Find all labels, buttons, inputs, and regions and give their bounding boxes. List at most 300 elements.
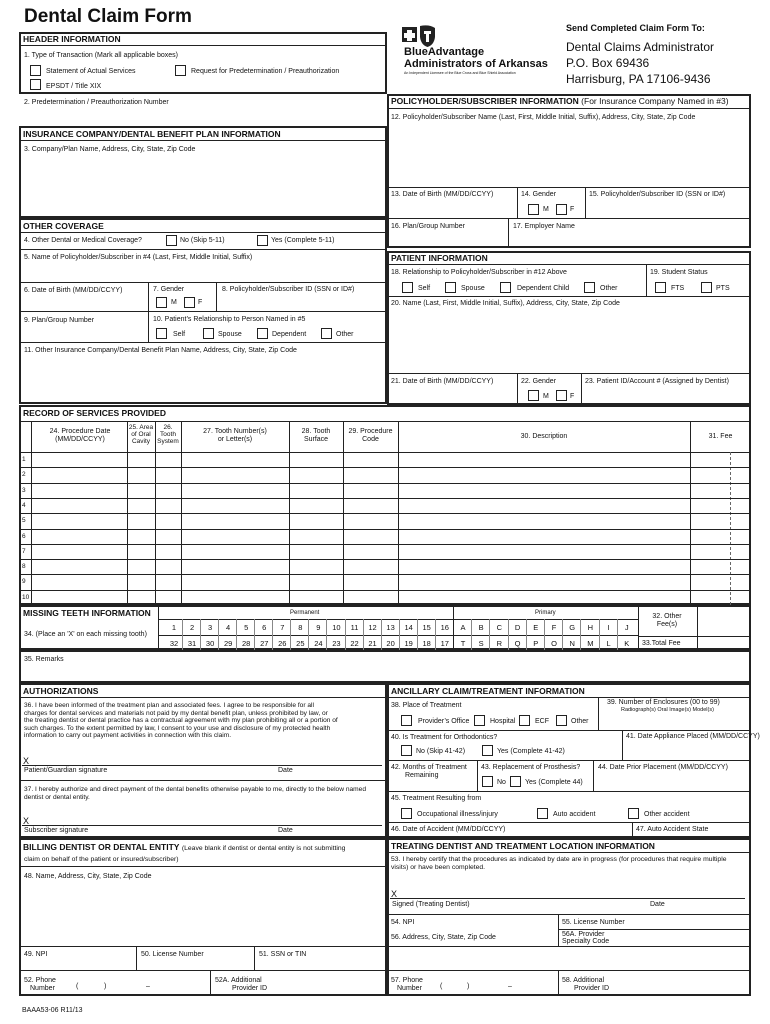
tooth-cell[interactable]: F — [551, 623, 557, 632]
divider — [638, 636, 751, 637]
f42a: 42. Months of Treatment — [391, 764, 467, 771]
field-42-label — [391, 764, 467, 779]
tooth-cell[interactable]: R — [496, 639, 503, 648]
field-33-label: 33.Total Fee — [642, 640, 681, 647]
divider — [387, 373, 751, 374]
divider — [622, 730, 623, 760]
tooth-sep — [599, 619, 600, 650]
f52b: Number — [30, 984, 55, 992]
tooth-sep — [617, 619, 618, 650]
field-6-label: 6. Date of Birth (MM/DD/CCYY) — [24, 287, 123, 294]
tooth-cell[interactable]: 17 — [440, 639, 449, 648]
f58b: Provider ID — [574, 984, 610, 992]
divider — [19, 452, 751, 453]
col-29: 29. Procedure — [348, 428, 393, 435]
field-16-label: 16. Plan/Group Number — [391, 223, 465, 230]
remarks-label: 35. Remarks — [24, 656, 64, 663]
tooth-cell[interactable]: 11 — [350, 623, 359, 632]
divider — [387, 970, 751, 971]
field-5-label: 5. Name of Policyholder/Subscriber in #4 (Last, First, Middle Initial, Suffix) — [24, 254, 253, 261]
checkbox-place-other[interactable] — [556, 715, 567, 726]
logo-text — [404, 47, 548, 70]
label-rel-other: Other — [336, 331, 354, 338]
checkbox-rel-dependent[interactable] — [257, 328, 268, 339]
col-25c: Cavity — [131, 438, 151, 446]
x-mark: X — [23, 756, 30, 766]
f52a3: Provider ID — [232, 984, 268, 992]
divider — [19, 282, 387, 283]
f57b: Number — [397, 984, 422, 992]
checkbox-other-no[interactable] — [166, 235, 177, 246]
row-line — [19, 590, 751, 591]
col-tooth-number — [181, 428, 289, 443]
policyholder-title — [391, 97, 729, 106]
tooth-sep — [182, 619, 183, 650]
field-54-label: 54. NPI — [391, 919, 415, 926]
tooth-cell[interactable]: B — [478, 623, 484, 632]
field-20-label: 20. Name (Last, First, Middle Initial, Suffix), Address, City, State, Zip Code — [391, 300, 620, 307]
tooth-cell[interactable]: 4 — [226, 623, 231, 632]
checkbox-prosth-yes[interactable] — [510, 776, 521, 787]
field-56a-label — [562, 931, 609, 945]
tooth-cell[interactable]: 3 — [208, 623, 213, 632]
tooth-cell[interactable]: H — [587, 623, 594, 632]
tooth-cell[interactable]: 14 — [404, 623, 413, 632]
tooth-cell[interactable]: 23 — [332, 639, 341, 648]
f53-2: visits) or have been completed. — [391, 864, 486, 872]
label-m: M — [543, 393, 549, 400]
tooth-sep — [200, 619, 201, 650]
field-44-label: 44. Date Prior Placement (MM/DD/CCYY) — [598, 764, 728, 771]
divider — [517, 373, 518, 405]
label-pts: PTS — [716, 285, 730, 292]
tooth-cell[interactable]: 7 — [280, 623, 285, 632]
checkbox-other-yes[interactable] — [257, 235, 268, 246]
field-47-label: 47. Auto Accident State — [636, 826, 709, 833]
tooth-sep — [544, 619, 545, 650]
tooth-cell[interactable]: D — [514, 623, 521, 632]
divider — [558, 970, 559, 996]
divider — [254, 946, 255, 970]
services-title: RECORD OF SERVICES PROVIDED — [23, 408, 166, 418]
label-ortho-no: No (Skip 41-42) — [416, 748, 466, 755]
label-provider-office: Provider’s Office — [418, 718, 470, 725]
tooth-cell[interactable]: 24 — [314, 639, 323, 648]
tooth-cell[interactable]: 29 — [223, 639, 233, 648]
field-11-label: 11. Other Insurance Company/Dental Benefit Plan Name, Address, City, State, Zip Code — [24, 347, 297, 354]
form-title: Dental Claim Form — [24, 6, 192, 27]
field-51-label: 51. SSN or TIN — [259, 951, 307, 958]
field-1-label: 1. Type of Transaction (Mark all applicable boxes) — [24, 52, 178, 59]
auth-37-text — [24, 786, 366, 802]
divider — [387, 946, 751, 947]
label-predetermination: Request for Predetermination / Preauthorization — [191, 68, 340, 75]
col-fee: 31. Fee — [708, 433, 733, 440]
field-56-label: 56. Address, City, State, Zip Code — [391, 934, 496, 941]
tooth-cell[interactable]: K — [624, 639, 630, 648]
tooth-cell[interactable]: N — [569, 639, 575, 648]
tooth-sep — [218, 619, 219, 650]
divider — [387, 187, 751, 188]
checkbox-epsdt[interactable] — [30, 79, 41, 90]
tooth-cell[interactable]: 28 — [242, 639, 251, 648]
divider — [387, 108, 751, 109]
label-auto-accident: Auto accident — [553, 811, 596, 818]
tooth-cell[interactable]: M — [587, 639, 594, 648]
tooth-sep — [508, 619, 509, 650]
tooth-cell[interactable]: P — [533, 639, 539, 648]
policyholder-title-text: POLICYHOLDER/SUBSCRIBER INFORMATION — [391, 96, 579, 106]
field-14-label: 14. Gender — [521, 191, 557, 198]
tooth-cell[interactable]: C — [496, 623, 503, 632]
field-12-label: 12. Policyholder/Subscriber Name (Last, First, Middle Initial, Suffix), Address, City, State, Zip Code — [391, 114, 696, 121]
tooth-cell[interactable]: Q — [514, 639, 521, 648]
send-to-line2: P.O. Box 69436 — [566, 56, 650, 71]
logo-name1: BlueAdvantage — [404, 46, 485, 58]
tooth-cell[interactable]: 8 — [298, 623, 303, 632]
paren-right: ) — [104, 983, 107, 990]
checkbox-other-gender-f[interactable] — [184, 297, 195, 308]
checkbox-pat-self[interactable] — [402, 282, 413, 293]
divider — [19, 697, 387, 698]
label-other-accident: Other accident — [644, 811, 690, 818]
divider — [558, 929, 751, 930]
tooth-cell[interactable]: L — [606, 639, 611, 648]
ancillary-title: ANCILLARY CLAIM/TREATMENT INFORMATION — [391, 686, 585, 696]
col-27: 27. Tooth Number(s) — [203, 428, 267, 435]
auth-36-text — [24, 702, 338, 740]
label-place-other: Other — [571, 718, 589, 725]
tooth-cell[interactable]: 18 — [422, 639, 431, 648]
label-f: F — [198, 299, 203, 306]
insurance-title: INSURANCE COMPANY/DENTAL BENEFIT PLAN INFORMATION — [23, 129, 281, 139]
f42b: Remaining — [405, 771, 439, 779]
send-to-line1: Dental Claims Administrator — [566, 40, 715, 54]
field-22-label: 22. Gender — [521, 378, 557, 385]
checkbox-ortho-yes[interactable] — [482, 745, 493, 756]
divider — [19, 342, 387, 343]
field-4-label: 4. Other Dental or Medical Coverage? — [24, 237, 142, 244]
label-occupational: Occupational illness/injury — [417, 811, 498, 818]
divider — [148, 282, 149, 311]
label-hospital: Hospital — [490, 718, 516, 725]
tooth-sep — [562, 619, 563, 650]
divider — [19, 232, 387, 233]
f32a: 32. Other — [652, 613, 682, 620]
signature-line[interactable] — [22, 765, 382, 766]
field-40-label: 40. Is Treatment for Orthodontics? — [391, 734, 498, 741]
field-17-label: 17. Employer Name — [513, 223, 575, 230]
divider — [632, 822, 633, 838]
tooth-sep — [363, 619, 364, 650]
field-23-label: 23. Patient ID/Account # (Assigned by Dentist) — [585, 378, 729, 385]
permanent-label: Permanent — [290, 610, 320, 616]
auth-36-1: 36. I have been informed of the treatment plan and associated fees. I agree to be responsible for all — [24, 702, 314, 709]
label-f: F — [570, 393, 575, 400]
x-mark: X — [391, 889, 398, 899]
col-28b: Surface — [303, 435, 329, 443]
checkbox-pat-dependent[interactable] — [500, 282, 511, 293]
col-26c: System — [157, 438, 179, 446]
divider — [598, 697, 599, 730]
divider — [387, 296, 751, 297]
divider — [558, 914, 559, 946]
divider — [517, 187, 518, 218]
field-57-label — [391, 977, 423, 992]
tooth-cell[interactable]: S — [478, 639, 484, 648]
f56a2: Specialty Code — [562, 938, 610, 945]
label-pat-spouse: Spouse — [461, 285, 485, 292]
tooth-cell[interactable]: 26 — [278, 639, 287, 648]
divider — [387, 791, 751, 792]
row-number: 1 — [22, 456, 26, 463]
divider — [387, 852, 751, 853]
tooth-sep — [381, 619, 382, 650]
tooth-cell[interactable]: T — [460, 639, 466, 648]
checkbox-actual-services[interactable] — [30, 65, 41, 76]
row-number: 5 — [22, 517, 26, 525]
date-label: Date — [278, 827, 293, 834]
policyholder-title-note: (For Insurance Company Named in #3) — [581, 96, 729, 106]
divider — [19, 311, 387, 312]
tooth-cell[interactable]: 15 — [422, 623, 431, 632]
send-to-label: Send Completed Claim Form To: — [566, 23, 705, 33]
label-ecf: ECF — [535, 718, 549, 725]
f32b: Fee(s) — [656, 620, 678, 628]
field-49-label: 49. NPI — [24, 951, 48, 958]
tooth-cell[interactable]: O — [551, 639, 557, 648]
col-28: 28. Tooth — [301, 428, 331, 435]
primary-label: Primary — [535, 610, 556, 616]
f56a1: 56A. Provider — [562, 931, 605, 938]
checkbox-rel-spouse[interactable] — [203, 328, 214, 339]
field-41-label: 41. Date Appliance Placed (MM/DD/CCYY) — [626, 733, 760, 740]
label-pat-self: Self — [418, 285, 431, 292]
patient-title: PATIENT INFORMATION — [391, 253, 488, 263]
bcbs-logo-icon — [401, 24, 437, 48]
checkbox-pat-gender-f[interactable] — [556, 390, 567, 401]
tooth-sep — [236, 619, 237, 650]
checkbox-provider-office[interactable] — [401, 715, 412, 726]
divider — [19, 421, 751, 422]
field-43-label: 43. Replacement of Prosthesis? — [481, 764, 581, 771]
divider — [387, 264, 751, 265]
row-line — [19, 483, 751, 484]
field-39-label: 39. Number of Enclosures (00 to 99) — [607, 699, 720, 706]
field-21-label: 21. Date of Birth (MM/DD/CCYY) — [391, 378, 494, 385]
label-m: M — [171, 299, 177, 306]
tooth-cell[interactable]: 20 — [386, 639, 395, 648]
checkbox-pat-other[interactable] — [584, 282, 595, 293]
tooth-cell[interactable]: 5 — [244, 623, 249, 632]
checkbox-auto-accident[interactable] — [537, 808, 548, 819]
row-number: 2 — [22, 471, 26, 479]
f52a2: 52A. Additional — [215, 977, 262, 984]
billing-note: (Leave blank if dentist or dental entity is not submitting — [181, 845, 346, 852]
tooth-cell[interactable]: 9 — [316, 623, 321, 632]
tooth-cell[interactable]: 30 — [205, 639, 215, 648]
label-fts: FTS — [671, 285, 685, 292]
tooth-cell[interactable]: 13 — [386, 623, 395, 632]
tooth-cell[interactable]: 19 — [404, 639, 413, 648]
tooth-sep — [254, 619, 255, 650]
signed-label: Signed (Treating Dentist) — [392, 901, 470, 908]
col-tooth-surface — [289, 428, 343, 443]
tooth-cell[interactable]: E — [533, 623, 539, 632]
checkbox-policy-gender-f[interactable] — [556, 204, 567, 215]
divider — [19, 970, 387, 971]
divider — [387, 730, 751, 731]
label-rel-self: Self — [173, 331, 186, 338]
tooth-cell[interactable]: 31 — [187, 639, 197, 648]
f52a: 52. Phone — [24, 977, 56, 984]
field-7-label: 7. Gender — [153, 286, 185, 293]
col-procedure-code — [343, 428, 398, 443]
checkbox-pat-gender-m[interactable] — [528, 390, 539, 401]
auth-title: AUTHORIZATIONS — [23, 686, 99, 696]
col-27b: or Letter(s) — [217, 435, 253, 443]
billing-title — [23, 843, 345, 852]
remarks-box — [19, 650, 751, 683]
tooth-cell[interactable]: 12 — [368, 623, 377, 632]
col-24b-text: (MM/DD/CCYY) — [55, 435, 105, 443]
tooth-cell[interactable]: 16 — [440, 623, 449, 632]
tooth-cell[interactable]: 25 — [296, 639, 305, 648]
label-rel-spouse: Spouse — [218, 331, 242, 338]
signature-line[interactable] — [390, 898, 745, 899]
row-number: 10 — [22, 593, 30, 601]
label-other-yes: Yes (Complete 5-11) — [271, 237, 335, 244]
checkbox-policy-gender-m[interactable] — [528, 204, 539, 215]
checkbox-ortho-no[interactable] — [401, 745, 412, 756]
checkbox-occupational[interactable] — [401, 808, 412, 819]
col-area — [127, 424, 155, 445]
tooth-cell[interactable]: 32 — [169, 639, 179, 648]
checkbox-pat-spouse[interactable] — [445, 282, 456, 293]
field-46-label: 46. Date of Accident (MM/DD/CCYY) — [391, 826, 506, 833]
tooth-cell[interactable]: 22 — [350, 639, 359, 648]
col-description: 30. Description — [520, 433, 568, 440]
f58a: 58. Additional — [562, 977, 605, 984]
checkbox-other-accident[interactable] — [628, 808, 639, 819]
field-32-label — [643, 613, 691, 628]
checkbox-predetermination[interactable] — [175, 65, 186, 76]
signature-line[interactable] — [22, 825, 382, 826]
logo-tagline: An Independent Licensee of the Blue Cross and Blue Shield Association — [404, 71, 516, 75]
tooth-sep — [526, 619, 527, 650]
col-24-text: 24. Procedure Date — [49, 428, 111, 435]
missing-teeth-title: MISSING TEETH INFORMATION — [23, 608, 151, 618]
tooth-cell[interactable]: 1 — [171, 623, 177, 632]
label-actual-services: Statement of Actual Services — [46, 68, 136, 75]
tooth-sep — [399, 619, 400, 650]
col-29b: Code — [362, 435, 379, 443]
divider — [477, 760, 478, 791]
date-label: Date — [278, 767, 293, 774]
tooth-cell[interactable]: A — [460, 623, 466, 632]
field-9-label: 9. Plan/Group Number — [24, 317, 95, 324]
tooth-cell[interactable]: I — [607, 623, 610, 632]
label-pat-dependent: Dependent Child — [517, 285, 570, 292]
row-number: 6 — [22, 532, 26, 540]
label-m: M — [543, 206, 549, 213]
tooth-cell[interactable]: 21 — [368, 639, 377, 648]
field-3-label: 3. Company/Plan Name, Address, City, State, Zip Code — [24, 146, 196, 153]
tooth-cell[interactable]: 10 — [332, 623, 341, 632]
divider — [387, 697, 751, 698]
billing-note2: claim on behalf of the patient or insured/subscriber) — [24, 856, 179, 863]
field-34-label: 34. (Place an 'X' on each missing tooth) — [24, 631, 147, 638]
divider — [697, 605, 698, 650]
tooth-cell[interactable]: J — [624, 623, 629, 632]
divider — [581, 373, 582, 405]
paren-left: ( — [76, 983, 79, 990]
logo-name2: Administrators of Arkansas — [404, 57, 548, 70]
dash: – — [146, 983, 150, 990]
f53-1: 53. I hereby certify that the procedures as indicated by date are in progress (for procedures that require multiple — [391, 856, 727, 863]
label-rel-dependent: Dependent — [272, 331, 307, 338]
tooth-cell[interactable]: G — [569, 623, 576, 632]
checkbox-fts[interactable] — [655, 282, 666, 293]
label-pat-other: Other — [600, 285, 618, 292]
tooth-cell[interactable]: 27 — [260, 639, 269, 648]
row-number: 3 — [22, 486, 26, 494]
label-f: F — [570, 206, 575, 213]
col-procedure-date — [45, 428, 115, 443]
checkbox-prosth-no[interactable] — [482, 776, 493, 787]
row-number: 9 — [22, 578, 26, 586]
checkbox-other-gender-m[interactable] — [156, 297, 167, 308]
label-other-no: No (Skip 5-11) — [180, 237, 225, 244]
patient-sig-label: Patient/Guardian signature — [24, 767, 108, 774]
divider — [19, 866, 387, 867]
paren-left: ( — [440, 983, 443, 990]
divider — [216, 282, 217, 311]
send-to-address — [566, 39, 714, 88]
row-line — [19, 574, 751, 575]
f57a: 57. Phone — [391, 977, 423, 984]
row-line — [19, 529, 751, 530]
tooth-sep — [345, 619, 346, 650]
field-39-sub: Radiograph(s) Oral Image(s) Model(s) — [621, 707, 714, 713]
checkbox-rel-other[interactable] — [321, 328, 332, 339]
checkbox-ecf[interactable] — [519, 715, 530, 726]
divider — [19, 140, 387, 141]
divider — [158, 605, 159, 650]
field-3-input[interactable] — [24, 158, 382, 214]
field-13-label: 13. Date of Birth (MM/DD/CCYY) — [391, 191, 494, 198]
checkbox-pts[interactable] — [701, 282, 712, 293]
col-25b: of Oral — [131, 431, 151, 439]
tooth-cell[interactable]: 6 — [262, 623, 267, 632]
checkbox-rel-self[interactable] — [156, 328, 167, 339]
tooth-sep — [308, 619, 309, 650]
checkbox-hospital[interactable] — [474, 715, 485, 726]
label-epsdt: EPSDT / Title XIX — [46, 83, 102, 90]
auth-37-2: dentist or dental entity. — [24, 794, 90, 802]
field-38-label: 38. Place of Treatment — [391, 702, 462, 709]
divider — [646, 264, 647, 296]
tooth-sep — [272, 619, 273, 650]
col-25a: 25. Area — [128, 424, 154, 431]
tooth-cell[interactable]: 2 — [189, 623, 195, 632]
row-line — [19, 513, 751, 514]
field-10-label: 10. Patient’s Relationship to Person Named in #5 — [153, 316, 306, 323]
field-15-label: 15. Policyholder/Subscriber ID (SSN or ID#) — [589, 191, 726, 198]
field-52a-label — [215, 977, 267, 992]
x-mark: X — [23, 816, 30, 826]
send-to-line3: Harrisburg, PA 17106-9436 — [566, 72, 711, 87]
